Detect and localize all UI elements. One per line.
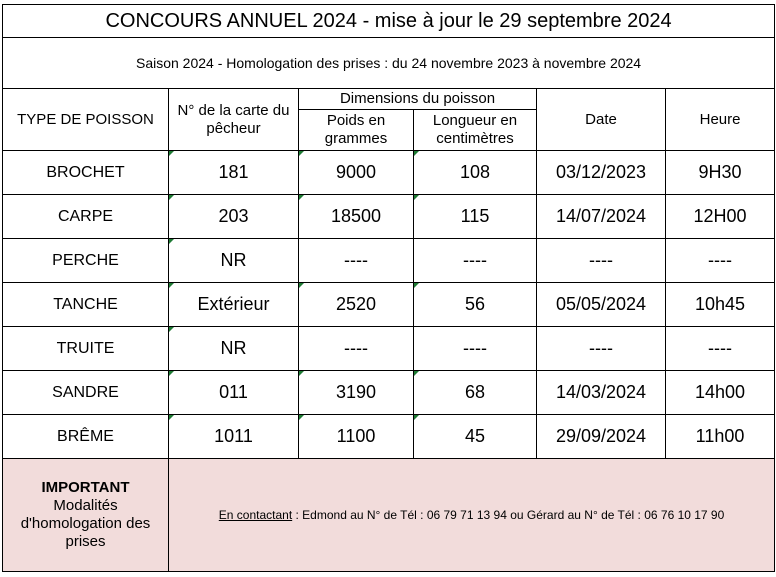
cell-date: 29/09/2024 — [537, 415, 666, 459]
header-type: TYPE DE POISSON — [3, 89, 169, 151]
cell-time: 14h00 — [666, 371, 775, 415]
cell-length: 45 — [414, 415, 537, 459]
header-weight: Poids en grammes — [299, 110, 414, 151]
table-row — [3, 239, 775, 283]
cell-date: 14/03/2024 — [537, 371, 666, 415]
important-text: Modalités d'homologation des prises — [20, 497, 151, 550]
sheet-subtitle: Saison 2024 - Homologation des prises : du 24 novembre 2023 à novembre 2024 — [3, 38, 775, 89]
cell-type: SANDRE — [3, 371, 169, 415]
header-length: Longueur en centimètres — [414, 110, 537, 151]
table-row — [3, 327, 775, 371]
cell-date: ---- — [537, 327, 666, 371]
cell-length: 68 — [414, 371, 537, 415]
header-date: Date — [537, 89, 666, 151]
cell-date: 05/05/2024 — [537, 283, 666, 327]
cell-type: CARPE — [3, 195, 169, 239]
cell-weight: 18500 — [299, 195, 414, 239]
cell-card: 1011 — [169, 415, 299, 459]
cell-time: 12H00 — [666, 195, 775, 239]
cell-weight: ---- — [299, 327, 414, 371]
table-row — [3, 283, 775, 327]
cell-date: 14/07/2024 — [537, 195, 666, 239]
cell-card: 181 — [169, 151, 299, 195]
cell-weight: 2520 — [299, 283, 414, 327]
sheet-title: CONCOURS ANNUEL 2024 - mise à jour le 29 septembre 2024 — [3, 5, 775, 38]
cell-weight: 3190 — [299, 371, 414, 415]
cell-card: 203 — [169, 195, 299, 239]
cell-weight: 1100 — [299, 415, 414, 459]
cell-length: ---- — [414, 239, 537, 283]
table-row — [3, 195, 775, 239]
cell-card: Extérieur — [169, 283, 299, 327]
cell-card: 011 — [169, 371, 299, 415]
important-title: IMPORTANT — [41, 479, 130, 496]
header-time: Heure — [666, 89, 775, 151]
cell-weight: 9000 — [299, 151, 414, 195]
cell-type: BRÊME — [3, 415, 169, 459]
cell-time: ---- — [666, 239, 775, 283]
cell-length: 56 — [414, 283, 537, 327]
cell-time: 10h45 — [666, 283, 775, 327]
cell-time: 9H30 — [666, 151, 775, 195]
contact-label: En contactant — [218, 507, 293, 522]
cell-type: TANCHE — [3, 283, 169, 327]
table-row — [3, 151, 775, 195]
contact-info — [169, 459, 775, 572]
cell-length: 115 — [414, 195, 537, 239]
contact-text: : Edmond au N° de Tél : 06 79 71 13 94 ou Gérard au N° de Tél : 06 76 10 17 90 — [292, 507, 725, 522]
table-row — [3, 371, 775, 415]
cell-time: ---- — [666, 327, 775, 371]
cell-weight: ---- — [299, 239, 414, 283]
catch-records-table — [2, 4, 775, 572]
cell-date: 03/12/2023 — [537, 151, 666, 195]
table-row — [3, 415, 775, 459]
header-dimensions: Dimensions du poisson — [299, 89, 537, 110]
header-card: N° de la carte du pêcheur — [169, 89, 299, 151]
cell-card: NR — [169, 239, 299, 283]
cell-type: BROCHET — [3, 151, 169, 195]
cell-card: NR — [169, 327, 299, 371]
cell-length: 108 — [414, 151, 537, 195]
cell-type: PERCHE — [3, 239, 169, 283]
cell-length: ---- — [414, 327, 537, 371]
cell-time: 11h00 — [666, 415, 775, 459]
cell-type: TRUITE — [3, 327, 169, 371]
important-notice — [3, 459, 169, 572]
cell-date: ---- — [537, 239, 666, 283]
